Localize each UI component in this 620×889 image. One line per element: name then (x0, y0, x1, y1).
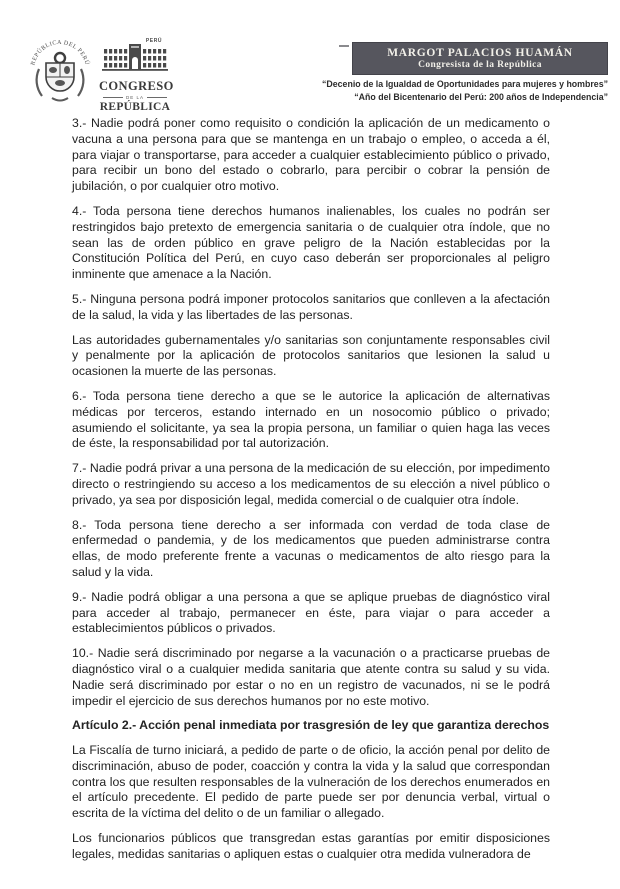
paragraph-numeral-7: 7.- Nadie podrá privar a una persona de la medicación de su elección, por impedimento directo o restringiendo su acceso a los medicamentos de su elección a nivel público o privado, ya sea por disposición legal, medida comercial o de cualquier otra índole. (72, 461, 550, 507)
document-body (72, 116, 550, 872)
congress-building-icon (102, 37, 168, 73)
motto-bicentenario: “Año del Bicentenario del Perú: 200 años de Independencia” (354, 92, 608, 102)
peru-coat-of-arms-seal (26, 36, 94, 106)
congress-logo-congreso-label: CONGRESO (99, 79, 174, 93)
congress-logo-dela-label: DE LA (126, 95, 145, 100)
congress-logo (99, 37, 174, 113)
paragraph-numeral-5: 5.- Ninguna persona podrá imponer protocolos sanitarios que conlleven a la afectación de la salud, la vida y las libertades de las personas. (72, 291, 550, 322)
congresista-banner (352, 42, 608, 75)
congress-logo-republica-label: REPÚBLICA (99, 101, 171, 113)
paragraph-numeral-8: 8.- Toda persona tiene derecho a ser informada con verdad de toda clase de enfermedad o pandemia, y de los medicamentos que pueden administrarse contra ellas, de modo preferente frente a vacunas o medicamentos de alto riesgo para la salud y la vida. (72, 517, 550, 579)
paragraph-numeral-4: 4.- Toda persona tiene derechos humanos inalienables, los cuales no podrán ser restringidos bajo pretexto de emergencia sanitaria o de cualquier otra índole, que no sean las de orden público en grave peligro de la Nación establecidas por la Constitución Política del Perú, en cuyo caso deberán ser proporcionales al peligro inminente que amenace a la Nación. (72, 203, 550, 282)
congresista-title: Congresista de la República (418, 59, 542, 70)
paragraph-numeral-3: 3.- Nadie podrá poner como requisito o condición la aplicación de un medicamento o vacuna a una persona para que se mantenga en un trabajo o empleo, o acceda a él, para viajar o transportarse, para acceder a cualquier establecimiento público o privado, para recibir un bono del estado o cobrarlo, para percibir o cobrar la pensión de jubilación, o por cualquier otro motivo. (72, 116, 550, 194)
coat-of-arms-icon (26, 36, 94, 106)
divider-line (147, 97, 167, 98)
motto-decenio: “Decenio de la Igualdad de Oportunidades para mujeres y hombres” (322, 79, 608, 89)
seal-ring-text: REPÚBLICA DEL PERÚ (30, 39, 90, 66)
divider-line (103, 97, 123, 98)
articulo-2-heading: Artículo 2.- Acción penal inmediata por trasgresión de ley que garantiza derechos (72, 718, 550, 733)
paragraph-fiscalia: La Fiscalía de turno iniciará, a pedido de parte o de oficio, la acción penal por delito de discriminación, abuso de poder, coacción y contra la vida y la salud que correspondan contra los que resulten responsables de la vulneración de los derechos enumerados en el artículo precedente. El pedido de parte puede ser por denuncia verbal, virtual o escrita de la víctima del delito o de un familiar o allegado. (72, 743, 550, 821)
paragraph-numeral-10: 10.- Nadie será discriminado por negarse a la vacunación o a practicarse pruebas de diagnóstico viral o a cualquier medida sanitaria que atente contra su salud y su vida. Nadie será discriminado por estar o no en un registro de vacunados, ni se le podrá impedir el ejercicio de sus derechos humanos por no este motivo. (72, 646, 550, 708)
paragraph-autoridades: Las autoridades gubernamentales y/o sanitarias son conjuntamente responsables civil y penalmente por la aplicación de protocolos sanitarios que lesionen la salud u ocasionen la muerte de las personas. (72, 332, 550, 379)
congress-logo-divider (103, 95, 167, 100)
congresista-name: MARGOT PALACIOS HUAMÁN (387, 46, 573, 59)
banner-dash-mark (339, 45, 349, 47)
official-mottos (248, 78, 608, 104)
congress-logo-peru-label: PERÚ (145, 38, 163, 44)
paragraph-numeral-9: 9.- Nadie podrá obligar a una persona a que se aplique pruebas de diagnóstico viral para acceder al trabajo, permanecer en éste, para viajar o para acceder a establecimientos públicos o privados. (72, 589, 550, 636)
paragraph-numeral-6: 6.- Toda persona tiene derecho a que se le autorice la aplicación de alternativas médicas por terceros, estando internado en un nosocomio público o privado; asumiendo el solicitante, ya sea la propia persona, un familiar o quien haga las veces de éste, la responsabilidad por tal autorización. (72, 388, 550, 451)
paragraph-funcionarios: Los funcionarios públicos que transgredan estas garantías por emitir disposiciones legales, medidas sanitarias o apliquen estas o cualquier otra medida vulneradora de (72, 831, 550, 861)
